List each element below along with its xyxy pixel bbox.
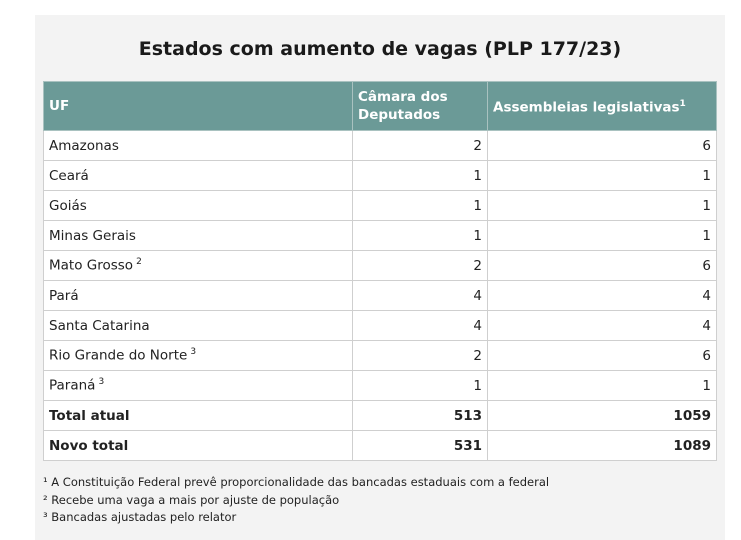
state-name: Pará (49, 287, 79, 304)
cell-uf (44, 371, 353, 401)
infographic-panel (35, 15, 725, 540)
cell-uf (44, 251, 353, 281)
cell-uf (44, 311, 353, 341)
cell-assembleias: 1 (488, 221, 717, 251)
table-row (44, 371, 717, 401)
total-assembleias: 1089 (488, 431, 717, 461)
page-title: Estados com aumento de vagas (PLP 177/23) (138, 38, 622, 60)
cell-uf (44, 341, 353, 371)
cell-camara: 1 (353, 221, 488, 251)
cell-assembleias: 6 (488, 251, 717, 281)
cell-assembleias: 6 (488, 341, 717, 371)
total-camara: 531 (353, 431, 488, 461)
table-row (44, 161, 717, 191)
header-uf: UF (44, 82, 353, 131)
cell-camara: 1 (353, 161, 488, 191)
total-label: Total atual (44, 401, 353, 431)
total-label: Novo total (44, 431, 353, 461)
cell-uf (44, 131, 353, 161)
states-table (43, 81, 717, 461)
footnote-line: ³ Bancadas ajustadas pelo relator (43, 510, 237, 524)
table-row (44, 221, 717, 251)
table-row (44, 281, 717, 311)
table-row (44, 311, 717, 341)
total-row (44, 431, 717, 461)
cell-camara: 4 (353, 281, 488, 311)
cell-camara: 1 (353, 371, 488, 401)
footnote-line: ¹ A Constituição Federal prevê proporcionalidade das bancadas estaduais com a federal (43, 475, 550, 489)
state-name: Rio Grande do Norte (49, 347, 188, 364)
state-footnote: 3 (98, 377, 105, 388)
cell-assembleias: 4 (488, 311, 717, 341)
table-row (44, 251, 717, 281)
cell-camara: 2 (353, 131, 488, 161)
state-name: Mato Grosso (49, 257, 134, 274)
state-footnote: 3 (190, 347, 197, 358)
table-body (44, 131, 717, 461)
state-name: Ceará (49, 167, 89, 184)
cell-assembleias: 1 (488, 191, 717, 221)
state-name: Minas Gerais (49, 227, 136, 244)
state-name: Goiás (49, 197, 87, 214)
state-name: Amazonas (49, 137, 119, 154)
total-row (44, 401, 717, 431)
cell-camara: 2 (353, 251, 488, 281)
total-assembleias: 1059 (488, 401, 717, 431)
header-camara: Câmara dos Deputados (353, 82, 488, 131)
state-name: Paraná (49, 377, 96, 394)
cell-camara: 1 (353, 191, 488, 221)
state-name: Santa Catarina (49, 317, 150, 334)
cell-assembleias: 6 (488, 131, 717, 161)
cell-camara: 2 (353, 341, 488, 371)
cell-assembleias: 1 (488, 371, 717, 401)
header-assembleias-label: Assembleias legislativas (493, 99, 680, 116)
cell-uf (44, 221, 353, 251)
cell-assembleias: 1 (488, 161, 717, 191)
cell-assembleias: 4 (488, 281, 717, 311)
cell-camara: 4 (353, 311, 488, 341)
cell-uf (44, 161, 353, 191)
state-footnote: 2 (136, 257, 142, 268)
table-row (44, 131, 717, 161)
cell-uf (44, 191, 353, 221)
header-assembleias-footnote: 1 (679, 99, 686, 110)
table-row (44, 341, 717, 371)
total-camara: 513 (353, 401, 488, 431)
cell-uf (44, 281, 353, 311)
table-header-row (44, 82, 717, 131)
footnotes (43, 474, 549, 527)
header-assembleias (488, 82, 717, 131)
footnote-line: ² Recebe uma vaga a mais por ajuste de população (43, 492, 340, 507)
table-row (44, 191, 717, 221)
